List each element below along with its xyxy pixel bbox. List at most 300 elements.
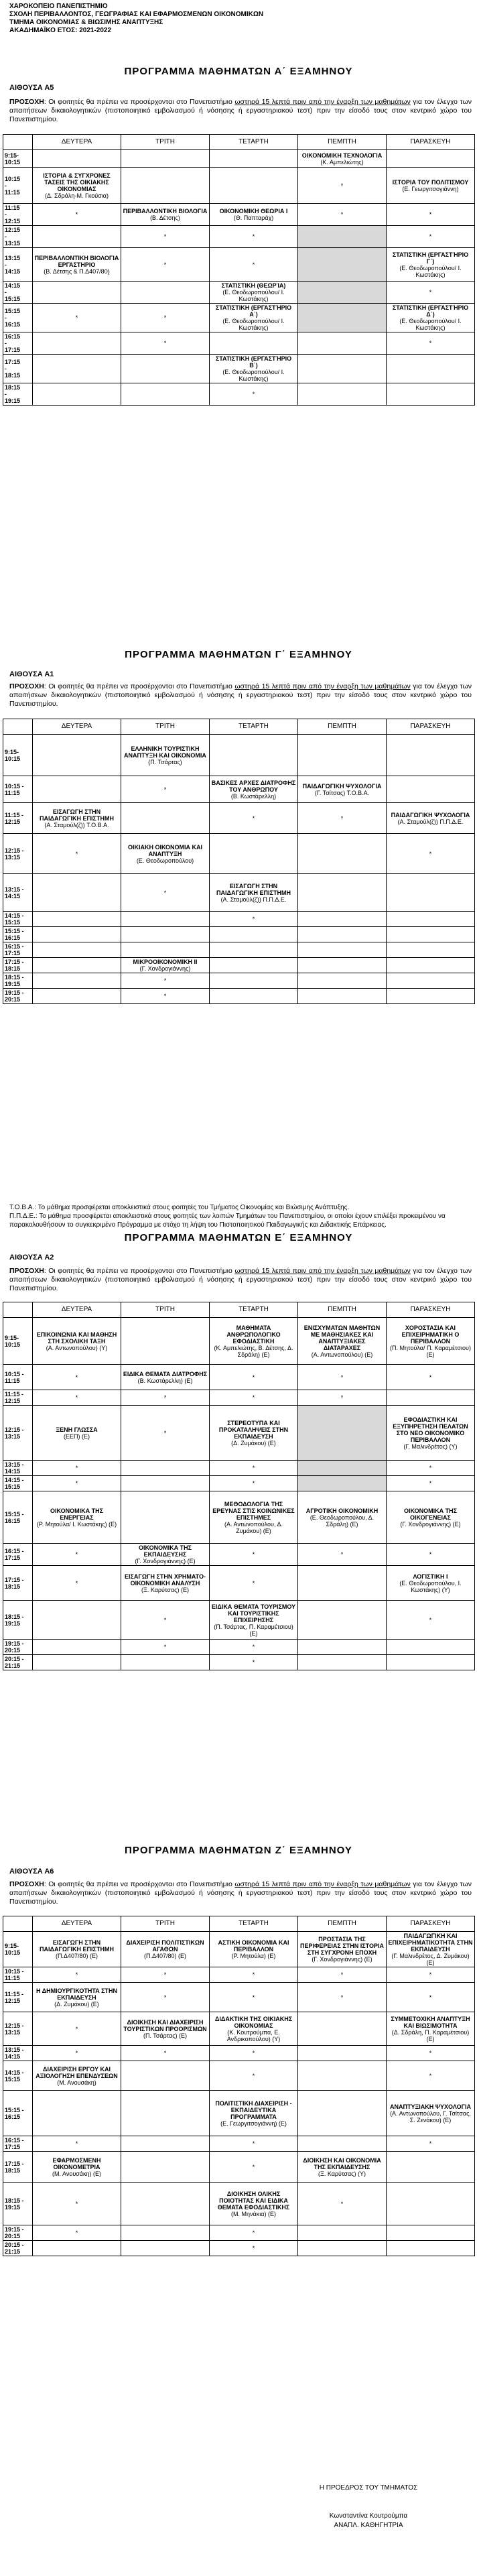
course-cell (298, 1461, 387, 1476)
course-cell: * (33, 1967, 121, 1983)
day-header: ΠΑΡΑΣΚΕΥΗ (387, 1916, 475, 1932)
course-cell (387, 168, 475, 204)
course-cell (121, 2136, 210, 2152)
course-name: ΣΥΜΜΕΤΟΧΙΚΗ ΑΝΑΠΤΥΞΗ ΚΑΙ ΒΙΩΣΙΜΟΤΗΤΑ (391, 2015, 470, 2029)
course-cell (387, 1406, 475, 1461)
time-slot: 11:15 - 12:15 (3, 1983, 33, 2012)
course-cell (33, 1601, 121, 1640)
course-cell (298, 912, 387, 927)
course-cell: * (210, 1461, 298, 1476)
table-row (3, 942, 475, 958)
time-slot: 17:15 - 18:15 (3, 958, 33, 973)
course-name: ΕΙΣΑΓΩΓΗ ΣΤΗΝ ΠΑΙΔΑΓΩΓΙΚΗ ΕΠΙΣΤΗΜΗ (216, 882, 291, 896)
course-cell (210, 776, 298, 803)
course-cell (33, 803, 121, 834)
course-cell (33, 942, 121, 958)
course-cell: * (210, 2152, 298, 2183)
table-row (3, 2012, 475, 2046)
course-name: ΑΝΑΠΤΥΞΙΑΚΗ ΨΥΧΟΛΟΓΙΑ (389, 2103, 471, 2110)
notice-underlined-text: ωστηρά 15 λεπτά πριν από την έναρξη των μαθημάτων (234, 682, 411, 690)
time-slot: 10:15 - 11:15 (3, 1365, 33, 1390)
course-instructor: (ΕΕΠ) (Ε) (64, 1432, 90, 1440)
course-name: ΔΙΟΙΚΗΣΗ ΚΑΙ ΔΙΑΧΕΙΡΙΣΗ ΤΟΥΡΙΣΤΙΚΩΝ ΠΡΟΟΡΙΣΜΩΝ (123, 2018, 207, 2032)
course-cell (210, 874, 298, 912)
course-cell (210, 2012, 298, 2046)
notice-text: : Οι φοιτητές θα πρέπει να προσέρχονται στο Πανεπιστήμιο (44, 1267, 235, 1275)
course-instructor: (Ε. Θεοδωροπούλου/ Ι. Κωστάκης) (222, 369, 285, 382)
course-name: ΜΙΚΡΟΟΙΚΟΝΟΜΙΚΗ ΙΙ (133, 959, 198, 965)
course-cell: * (121, 248, 210, 282)
course-instructor: (Α. Αντωνοπούλου, Γ. Τσίτσας, Σ. Ζενάκου) (Ε) (390, 2109, 471, 2124)
course-cell (33, 226, 121, 248)
semester-title: ΠΡΟΓΡΑΜΜΑ ΜΑΘΗΜΑΤΩΝ Ε΄ ΕΞΑΜΗΝΟΥ (124, 1232, 353, 1243)
table-row (3, 912, 475, 927)
time-slot: 12:15 - 13:15 (3, 834, 33, 874)
course-instructor: (Β. Κωστάρελλη) (230, 792, 277, 800)
course-instructor: (Ε. Θεοδωροπούλου/ Ι. Κωστάκης) (399, 318, 462, 331)
course-instructor: (Μ. Ανουσάκη) (57, 2079, 96, 2086)
course-cell (387, 776, 475, 803)
course-cell (387, 874, 475, 912)
course-cell (121, 1566, 210, 1601)
course-name: Η ΔΗΜΙΟΥΡΓΙΚΟΤΗΤΑ ΣΤΗΝ ΕΚΠΑΙΔΕΥΣΗ (36, 1987, 118, 2001)
course-name: ΟΙΚΟΝΟΜΙΚΑ ΤΗΣ ΕΚΠΑΙΔΕΥΣΗΣ (139, 1544, 192, 1558)
day-header: ΔΕΥΤΕΡΑ (33, 135, 121, 150)
course-cell (298, 735, 387, 776)
time-slot: 12:15 - 13:15 (3, 2012, 33, 2046)
table-row (3, 383, 475, 406)
course-cell: * (387, 1365, 475, 1390)
table-header-row (3, 719, 475, 735)
schedule-table (3, 134, 475, 406)
table-row (3, 1601, 475, 1640)
course-cell: * (33, 1365, 121, 1390)
course-cell (33, 1655, 121, 1670)
time-slot: 17:15 - 18:15 (3, 2152, 33, 2183)
table-row (3, 1318, 475, 1365)
semester-title: ΠΡΟΓΡΑΜΜΑ ΜΑΘΗΜΑΤΩΝ Α΄ ΕΞΑΜΗΝΟΥ (124, 66, 353, 77)
time-header (3, 1302, 33, 1318)
course-cell: * (121, 332, 210, 355)
course-cell (121, 834, 210, 874)
course-instructor: (Γ. Τσίτσας) Τ.Ο.Β.Α. (314, 789, 370, 796)
course-cell (298, 1640, 387, 1655)
course-cell: * (387, 2061, 475, 2091)
day-header: ΠΕΜΠΤΗ (298, 1302, 387, 1318)
day-header: ΠΕΜΠΤΗ (298, 135, 387, 150)
course-name: ΕΙΣΑΓΩΓΗ ΣΤΗΝ ΠΑΙΔΑΓΩΓΙΚΗ ΕΠΙΣΤΗΜΗ (40, 1939, 114, 1953)
course-cell (210, 1406, 298, 1461)
time-slot: 10:15 - 11:15 (3, 168, 33, 204)
course-cell (121, 282, 210, 304)
course-instructor: (Γ. Χονδρογιάννης) (Ε) (135, 1558, 196, 1565)
course-cell: * (121, 1601, 210, 1640)
course-cell (121, 1318, 210, 1365)
notice-text: : Οι φοιτητές θα πρέπει να προσέρχονται στο Πανεπιστήμιο (44, 682, 235, 690)
course-cell (210, 1601, 298, 1640)
course-cell (121, 383, 210, 406)
course-cell: * (298, 204, 387, 226)
table-row (3, 204, 475, 226)
course-instructor: (Δ. Ζυμάκου) (Ε) (231, 1439, 276, 1447)
time-slot: 14:15 - 15:15 (3, 282, 33, 304)
course-instructor: (Ε. Θεοδωροπούλου/ Ι. Κωστάκης) (399, 264, 462, 278)
course-cell (210, 958, 298, 973)
table-row (3, 958, 475, 973)
time-slot: 13:15 - 14:15 (3, 2046, 33, 2061)
time-slot: 13:15 - 14:15 (3, 874, 33, 912)
course-name: ΣΤΑΤΙΣΤΙΚΗ (ΕΡΓΑΣΤΉΡΙΟ Β΄) (215, 355, 292, 369)
course-name: ΔΙΟΙΚΗΣΗ ΟΛΙΚΗΣ ΠΟΙΟΤΗΤΑΣ ΚΑΙ ΕΙΔΙΚΑ ΘΕΜΑΤΑ ΕΦΟΔΙΑΣΤΙΚΗΣ (217, 2190, 290, 2211)
course-name: ΠΟΛΙΤΙΣΤΙΚΗ ΔΙΑΧΕΙΡΙΣΗ - ΕΚΠΑΙΔΕΥΤΙΚΑ ΠΡΟΓΡΑΜΜΑΤΑ (215, 2099, 292, 2120)
course-cell (210, 332, 298, 355)
course-cell: * (210, 248, 298, 282)
course-cell: * (121, 1390, 210, 1406)
course-cell (210, 973, 298, 989)
course-name: ΕΙΔΙΚΑ ΘΕΜΑΤΑ ΔΙΑΤΡΟΦΗΣ (123, 1370, 208, 1377)
course-cell (298, 958, 387, 973)
semester-title: ΠΡΟΓΡΑΜΜΑ ΜΑΘΗΜΑΤΩΝ Γ΄ ΕΞΑΜΗΝΟΥ (125, 649, 352, 660)
day-header: ΤΕΤΑΡΤΗ (210, 135, 298, 150)
academic-year: ΑΚΑΔΗΜΑΪΚΟ ΕΤΟΣ: 2021-2022 (9, 27, 112, 34)
course-cell (121, 2152, 210, 2183)
course-instructor: (Ε. Γεωργιτσογιάννη) (402, 185, 459, 192)
course-name: ΕΠΙΚΟΙΝΩΝΙΑ ΚΑΙ ΜΑΘΗΣΗ ΣΤΗ ΣΧΟΛΙΚΗ ΤΑΞΗ (36, 1331, 117, 1345)
course-cell: * (121, 1967, 210, 1983)
course-cell (387, 989, 475, 1004)
course-cell: * (33, 304, 121, 332)
notice-underlined-text: ωστηρά 15 λεπτά πριν από την έναρξη των μαθημάτων (234, 1267, 411, 1275)
course-cell: * (33, 1461, 121, 1476)
footnotes (9, 1203, 472, 1229)
course-cell (33, 355, 121, 383)
course-cell (298, 2061, 387, 2091)
course-cell: * (121, 973, 210, 989)
course-cell (33, 383, 121, 406)
course-name: ΑΣΤΙΚΗ ΟΙΚΟΝΟΜΙΑ ΚΑΙ ΠΕΡΙΒΑΛΛΟΝ (218, 1939, 289, 1953)
course-name: ΠΑΙΔΑΓΩΓΙΚΗ ΚΑΙ ΕΠΙΧΕΙΡΗΜΑΤΙΚΟΤΗΤΑ ΣΤΗΝ ΕΚΠΑΙΔΕΥΣΗ (388, 1933, 473, 1953)
course-instructor: (Κ. Κουτρούμπα, Ε. Ανδρικοπούλου) (Υ) (226, 2028, 281, 2042)
course-name: ΣΤΕΡΕΟΤΥΠΑ ΚΑΙ ΠΡΟΚΑΤΑΛΗΨΕΙΣ ΣΤΗΝ ΕΚΠΑΙΔΕΥΣΗ (218, 1419, 289, 1440)
department-name: ΤΜΗΜΑ ΟΙΚΟΝΟΜΙΑΣ & ΒΙΩΣΙΜΗΣ ΑΝΑΠΤΥΞΗΣ (9, 19, 163, 26)
university-name: ΧΑΡΟΚΟΠΕΙΟ ΠΑΝΕΠΙΣΤΗΜΙΟ (9, 3, 108, 10)
course-cell (387, 973, 475, 989)
table-row (3, 2183, 475, 2225)
semester-title: ΠΡΟΓΡΑΜΜΑ ΜΑΘΗΜΑΤΩΝ Ζ΄ ΕΞΑΜΗΝΟΥ (125, 1845, 352, 1856)
course-cell (33, 1932, 121, 1967)
course-cell (387, 1390, 475, 1406)
course-cell: * (210, 1365, 298, 1390)
course-cell: * (298, 2183, 387, 2225)
course-cell (298, 1406, 387, 1461)
time-slot: 18:15 - 19:15 (3, 1601, 33, 1640)
course-instructor: (Ε. Θεοδωροπούλου, Δ. Σδράλη) (Ε) (310, 1514, 374, 1528)
table-row (3, 1365, 475, 1390)
course-cell (298, 1932, 387, 1967)
course-cell (121, 803, 210, 834)
course-cell: * (387, 204, 475, 226)
course-name: ΠΑΙΔΑΓΩΓΙΚΗ ΨΥΧΟΛΟΓΙΑ (391, 811, 470, 818)
attendance-notice (9, 1880, 472, 1906)
course-cell (387, 912, 475, 927)
course-cell (121, 1365, 210, 1390)
course-instructor: (Δ. Σδράλη, Π. Καραμέτσιου) (Ε) (391, 2028, 470, 2042)
course-instructor: (Β. Δέτσης) (150, 214, 180, 221)
day-header: ΤΡΙΤΗ (121, 719, 210, 735)
course-instructor: (Π. Τσάρτας, Π. Καραμέτσιου) (Ε) (214, 1623, 293, 1637)
course-cell (33, 2091, 121, 2136)
time-slot: 14:15 - 15:15 (3, 1476, 33, 1491)
course-instructor: (Ρ. Μητούλα) (Ε) (231, 1953, 276, 1959)
course-name: ΕΝΙΣΧΥΜΑΤΩΝ ΜΑΘΗΤΩΝ ΜΕ ΜΑΘΗΣΙΑΚΕΣ ΚΑΙ ΑΝΑΠΤΥΞΙΑΚΕΣ ΔΙΑΤΑΡΑΧΕΣ (303, 1324, 381, 1351)
course-cell: * (210, 803, 298, 834)
day-header: ΠΑΡΑΣΚΕΥΗ (387, 1302, 475, 1318)
course-cell (298, 776, 387, 803)
course-name: ΔΙΑΧΕΙΡΙΣΗ ΕΡΓΟΥ ΚΑΙ ΑΞΙΟΛΟΓΗΣΗ ΕΠΕΝΔΥΣΕΩΝ (36, 2065, 118, 2079)
day-header: ΠΑΡΑΣΚΕΥΗ (387, 719, 475, 735)
course-cell: * (33, 1544, 121, 1566)
course-cell (33, 1406, 121, 1461)
course-cell (298, 150, 387, 168)
course-cell (298, 1491, 387, 1544)
notice-label: ΠΡΟΣΟΧΗ (9, 98, 44, 106)
table-row (3, 1491, 475, 1544)
notice-text: : Οι φοιτητές θα πρέπει να προσέρχονται στο Πανεπιστήμιο (44, 98, 235, 106)
time-slot: 16:15 - 17:15 (3, 2136, 33, 2152)
course-name: ΣΤΑΤΙΣΤΙΚΗ (ΕΡΓΑΣΤΉΡΙΟ Γ΄) (392, 251, 469, 265)
notice-label: ΠΡΟΣΟΧΗ (9, 1267, 44, 1275)
day-header: ΤΡΙΤΗ (121, 135, 210, 150)
course-cell: * (33, 204, 121, 226)
course-cell (121, 2012, 210, 2046)
course-name: ΙΣΤΟΡΙΑ ΤΟΥ ΠΟΛΙΤΙΣΜΟΥ (392, 178, 469, 186)
course-instructor: (Α. Αντωνοπούλου) (Υ) (46, 1344, 108, 1351)
course-cell: * (387, 1461, 475, 1476)
table-row (3, 2225, 475, 2241)
course-cell (33, 150, 121, 168)
table-row (3, 332, 475, 355)
table-row (3, 248, 475, 282)
table-row (3, 282, 475, 304)
course-cell (298, 942, 387, 958)
course-cell (210, 204, 298, 226)
course-cell: * (33, 2225, 121, 2241)
room-label: ΑΙΘΟΥΣΑ Α1 (9, 670, 54, 678)
table-row (3, 2061, 475, 2091)
course-cell: * (33, 2136, 121, 2152)
day-header: ΠΕΜΠΤΗ (298, 1916, 387, 1932)
time-slot: 13:15 - 14:15 (3, 248, 33, 282)
course-cell: * (121, 776, 210, 803)
course-name: ΕΙΔΙΚΑ ΘΕΜΑΤΑ ΤΟΥΡΙΣΜΟΥ ΚΑΙ ΤΟΥΡΙΣΤΙΚΗΣ ΕΠΙΧΕΙΡΗΣΗΣ (211, 1603, 296, 1623)
notice-label: ΠΡΟΣΟΧΗ (9, 682, 44, 690)
day-header: ΤΕΤΑΡΤΗ (210, 1916, 298, 1932)
table-row (3, 1566, 475, 1601)
course-cell (210, 834, 298, 874)
course-cell (298, 332, 387, 355)
course-cell (210, 355, 298, 383)
course-cell (298, 2091, 387, 2136)
course-cell (121, 168, 210, 204)
course-cell: * (298, 168, 387, 204)
table-row (3, 1932, 475, 1967)
course-name: ΣΤΑΤΙΣΤΙΚΗ (ΕΡΓΑΣΤΉΡΙΟ Α΄) (215, 304, 292, 318)
course-instructor: (Β. Κωστάρελλη) (Ε) (137, 1377, 193, 1384)
course-instructor: (Ε. Θεοδωροπούλου) (136, 857, 194, 864)
table-row (3, 735, 475, 776)
course-cell (210, 927, 298, 942)
course-cell (210, 168, 298, 204)
course-cell (298, 248, 387, 282)
course-cell: * (387, 332, 475, 355)
table-row (3, 1406, 475, 1461)
course-cell (387, 304, 475, 332)
course-cell (298, 973, 387, 989)
notice-underlined-text: ωστηρά 15 λεπτά πριν από την έναρξη των μαθημάτων (234, 98, 411, 106)
course-cell (387, 355, 475, 383)
course-cell: * (121, 989, 210, 1004)
course-name: ΠΡΟΣΤΑΣΙΑ ΤΗΣ ΠΕΡΙΦΕΡΕΙΑΣ ΣΤΗΝ ΙΣΤΟΡΙΑ ΣΤΗ ΣΥΓΧΡΟΝΗ ΕΠΟΧΗ (300, 1936, 384, 1956)
course-cell (33, 735, 121, 776)
room-label: ΑΙΘΟΥΣΑ Α6 (9, 1867, 54, 1876)
course-cell (121, 735, 210, 776)
course-cell (298, 282, 387, 304)
course-cell (210, 1932, 298, 1967)
time-slot: 19:15 - 20:15 (3, 2225, 33, 2241)
time-slot: 9:15- 10:15 (3, 735, 33, 776)
time-slot: 16:15 - 17:15 (3, 942, 33, 958)
course-cell: * (121, 2046, 210, 2061)
course-cell (33, 958, 121, 973)
course-cell: * (298, 1365, 387, 1390)
time-slot: 18:15 - 19:15 (3, 973, 33, 989)
table-row (3, 927, 475, 942)
signature-block (268, 2483, 469, 2530)
course-name: ΜΑΘΗΜΑΤΑ ΑΝΘΡΩΠΟΛΟΓΙΚΟ ΕΦΟΔΙΑΣΤΙΚΗ (226, 1324, 281, 1345)
course-instructor: (Ε. Γεωργιτσογιάννη) (Ε) (220, 2120, 287, 2127)
table-row (3, 1655, 475, 1670)
course-cell (33, 776, 121, 803)
time-slot: 12:15 - 13:15 (3, 1406, 33, 1461)
course-instructor: (Γ. Χονδρογιάννης) (Ε) (312, 1956, 372, 1963)
schedule-table (3, 719, 475, 1004)
course-cell: * (121, 1983, 210, 2012)
time-slot: 9:15- 10:15 (3, 150, 33, 168)
course-cell (387, 2225, 475, 2241)
course-cell (298, 383, 387, 406)
course-cell (387, 1640, 475, 1655)
time-header (3, 1916, 33, 1932)
course-cell: * (210, 1967, 298, 1983)
schedule-table (3, 1302, 475, 1670)
day-header: ΔΕΥΤΕΡΑ (33, 719, 121, 735)
course-cell (298, 226, 387, 248)
course-cell (121, 204, 210, 226)
course-instructor: (Ρ. Μητούλα/ Ι. Κωστάκης) (Ε) (36, 1520, 117, 1528)
course-instructor: (Μ. Μηνάκια) (Ε) (231, 2210, 276, 2217)
schedule-table (3, 1916, 475, 2256)
course-cell (387, 2241, 475, 2256)
time-slot: 14:15 - 15:15 (3, 2061, 33, 2091)
table-header-row (3, 1916, 475, 1932)
course-name: ΔΙΑΧΕΙΡΙΣΗ ΠΟΛΙΤΙΣΤΙΚΩΝ ΑΓΑΘΩΝ (126, 1939, 204, 1953)
notice-text: για τον έλεγχο των απαιτήσεων δικαιολογητικών (πιστοποιητικό εμβολιασμού ή νόσησης ή εργαστηριακού τεστ) πριν την είσοδό τους στον κεντρικό χώρο του Πανεπιστημίου. (9, 1880, 472, 1906)
course-cell: * (210, 2241, 298, 2256)
table-row (3, 874, 475, 912)
course-name: ΑΓΡΟΤΙΚΗ ΟΙΚΟΝΟΜΙΚΗ (305, 1507, 379, 1514)
course-cell (121, 942, 210, 958)
course-instructor: (Μ. Ανουσάκη) (Ε) (52, 2170, 102, 2177)
course-cell (121, 2225, 210, 2241)
course-cell (210, 282, 298, 304)
time-slot: 13:15 - 14:15 (3, 1461, 33, 1476)
course-cell: * (387, 226, 475, 248)
course-cell (210, 942, 298, 958)
course-cell (298, 1318, 387, 1365)
table-row (3, 1967, 475, 1983)
course-name: ΟΙΚΟΝΟΜΙΚΑ ΤΗΣ ΕΝΕΡΓΕΙΑΣ (50, 1507, 103, 1521)
table-row (3, 2046, 475, 2061)
course-instructor: (Α. Σταμούλ(ζ)) Τ.Ο.Β.Α. (44, 821, 109, 829)
course-instructor: (Κ. Αμπελιώτης) (320, 158, 364, 166)
course-cell (298, 304, 387, 332)
course-cell (387, 2091, 475, 2136)
course-instructor: (Γ. Χονδρογιάννης) (139, 965, 191, 972)
time-slot: 20:15 - 21:15 (3, 1655, 33, 1670)
course-cell: * (387, 2046, 475, 2061)
time-slot: 14:15 - 15:15 (3, 912, 33, 927)
course-cell: * (298, 1390, 387, 1406)
course-cell (33, 1318, 121, 1365)
course-instructor: (Κ. Αμπελιώτης, Β. Δέτσης, Δ. Σδράλη) (Ε) (214, 1344, 293, 1358)
table-row (3, 226, 475, 248)
course-cell: * (33, 2183, 121, 2225)
time-slot: 16:15 - 17:15 (3, 1544, 33, 1566)
course-cell (121, 150, 210, 168)
document-header (9, 3, 263, 35)
time-slot: 11:15 - 12:15 (3, 1390, 33, 1406)
time-slot: 10:15 - 11:15 (3, 1967, 33, 1983)
course-cell (387, 2183, 475, 2225)
course-name: ΟΙΚΟΝΟΜΙΚΗ ΘΕΩΡΙΑ Ι (219, 208, 288, 214)
course-cell (210, 2091, 298, 2136)
table-row (3, 1390, 475, 1406)
course-cell: * (33, 2012, 121, 2046)
table-row (3, 2136, 475, 2152)
course-cell (387, 1566, 475, 1601)
footnote-toba: Τ.Ο.Β.Α.: Το μάθημα προσφέρεται αποκλειστικά στους φοιτητές του Τμήματος Οικονομίας και Βιώσιμης Ανάπτυξης. (9, 1204, 350, 1211)
course-cell (121, 2061, 210, 2091)
course-cell (33, 282, 121, 304)
course-cell (387, 1932, 475, 1967)
table-row (3, 1983, 475, 2012)
course-cell: * (210, 912, 298, 927)
course-cell (33, 973, 121, 989)
course-cell: * (387, 834, 475, 874)
course-instructor: (Π.Δ407/80) (Ε) (143, 1953, 187, 1959)
course-cell (33, 927, 121, 942)
course-cell: * (387, 1601, 475, 1640)
course-cell (210, 1318, 298, 1365)
course-cell (387, 383, 475, 406)
attendance-notice (9, 682, 472, 709)
course-cell (121, 927, 210, 942)
course-cell: * (33, 1566, 121, 1601)
course-instructor: (Α. Σταμούλ(ζ)) Π.Π.Δ.Ε. (220, 896, 287, 903)
day-header: ΤΡΙΤΗ (121, 1302, 210, 1318)
course-cell (387, 150, 475, 168)
course-cell (298, 1601, 387, 1640)
